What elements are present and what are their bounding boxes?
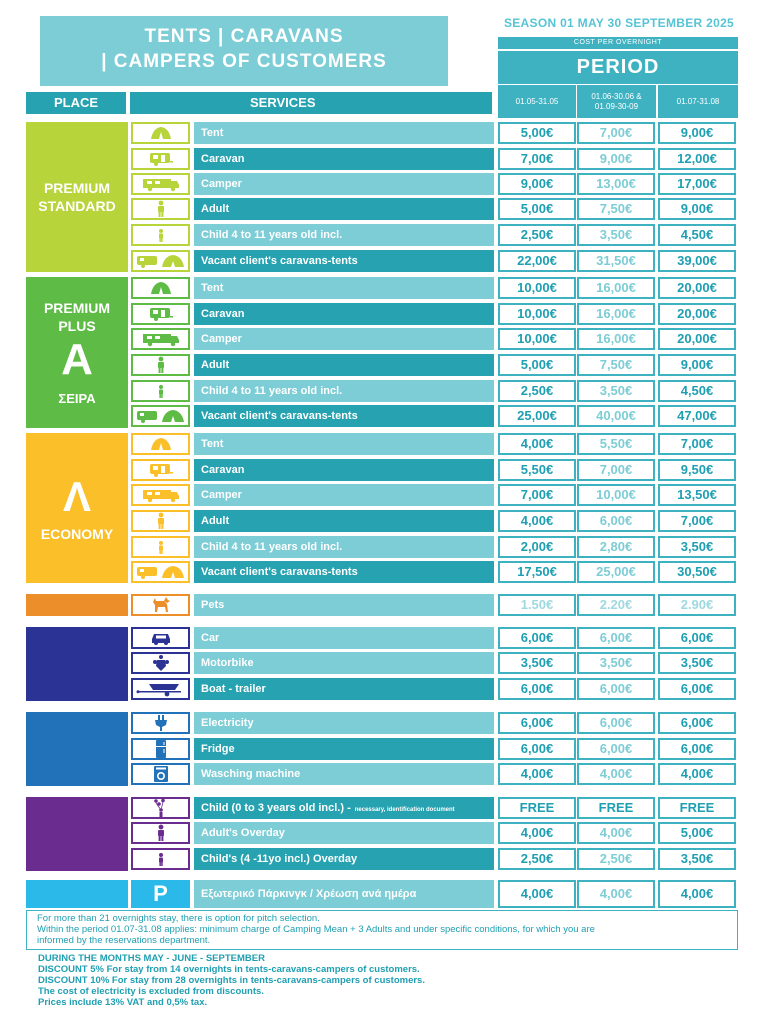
- service-cell: [194, 224, 494, 246]
- price-period-2: 2,50€: [577, 848, 655, 870]
- service-label: Motorbike: [201, 657, 254, 669]
- period-col-2: 01.06-30.06 & 01.09-30-09: [577, 85, 656, 118]
- note-line: For more than 21 overnights stay, there is option for pitch selection.: [37, 913, 320, 924]
- price-period-1: 1.50€: [498, 594, 576, 616]
- service-cell: [194, 536, 494, 558]
- price-period-2: 31,50€: [577, 250, 655, 272]
- service-cell: [194, 797, 494, 819]
- price-period-2: 3,50€: [577, 224, 655, 246]
- price-period-3: 6,00€: [658, 627, 736, 649]
- price-period-3: 30,50€: [658, 561, 736, 583]
- price-period-3: 9,00€: [658, 354, 736, 376]
- price-period-3: FREE: [658, 797, 736, 819]
- service-label: Camper: [201, 489, 242, 501]
- fridge-icon: [131, 738, 190, 760]
- price-period-3: 20,00€: [658, 303, 736, 325]
- child-icon: [131, 380, 190, 402]
- service-label: Adult's Overday: [201, 827, 285, 839]
- price-period-1: 2,50€: [498, 380, 576, 402]
- price-period-2: 25,00€: [577, 561, 655, 583]
- place-pets: [26, 594, 128, 616]
- price-period-2: 3,50€: [577, 380, 655, 402]
- price-period-3: 39,00€: [658, 250, 736, 272]
- period-col-1: 01.05-31.05: [498, 85, 576, 118]
- adult-icon: [131, 354, 190, 376]
- price-period-2: 7,00€: [577, 122, 655, 144]
- price-period-1: 10,00€: [498, 328, 576, 350]
- discount-line: The cost of electricity is excluded from discounts.: [38, 986, 264, 997]
- price-period-3: 20,00€: [658, 328, 736, 350]
- service-cell: [194, 880, 494, 908]
- place-premium-plus: PREMIUM PLUS A ΣΕΙΡΑ: [26, 277, 128, 428]
- service-label: Adult: [201, 203, 230, 215]
- service-label: Caravan: [201, 153, 245, 165]
- service-label: Tent: [201, 282, 224, 294]
- motorbike-icon: [131, 652, 190, 674]
- period-col-3: 01.07-31.08: [658, 85, 738, 118]
- service-label: Tent: [201, 438, 224, 450]
- price-period-1: 4,00€: [498, 880, 576, 908]
- service-label: Vacant client's caravans-tents: [201, 255, 358, 267]
- adult-icon: [131, 510, 190, 532]
- price-period-2: 2.20€: [577, 594, 655, 616]
- child-icon: [131, 536, 190, 558]
- camper-icon: [131, 484, 190, 506]
- adult-icon: [131, 822, 190, 844]
- service-cell: [194, 848, 494, 870]
- price-period-3: 4,50€: [658, 224, 736, 246]
- price-period-1: 6,00€: [498, 712, 576, 734]
- price-period-1: 10,00€: [498, 277, 576, 299]
- price-period-3: 9,00€: [658, 198, 736, 220]
- price-period-3: 4,00€: [658, 763, 736, 785]
- price-period-2: 40,00€: [577, 405, 655, 427]
- service-note: necessary, identification document: [354, 807, 455, 813]
- price-period-1: 10,00€: [498, 303, 576, 325]
- price-period-1: 2,50€: [498, 224, 576, 246]
- price-period-1: 5,00€: [498, 198, 576, 220]
- service-cell: [194, 380, 494, 402]
- service-cell: [194, 328, 494, 350]
- discounts-block: [38, 953, 538, 1008]
- service-cell: [194, 122, 494, 144]
- service-cell: [194, 459, 494, 481]
- discount-line: DISCOUNT 10% For stay from 28 overnights in tents-caravans-campers of customers.: [38, 975, 425, 986]
- camper-icon: [131, 173, 190, 195]
- price-period-1: 6,00€: [498, 627, 576, 649]
- place-header: PLACE: [26, 92, 126, 114]
- note-line: Within the period 01.07-31.08 applies: minimum charge of Camping Mean + 3 Adults and under specific conditions, for which you are: [37, 924, 595, 935]
- service-label: Camper: [201, 333, 242, 345]
- price-period-1: 7,00€: [498, 484, 576, 506]
- price-period-1: 6,00€: [498, 678, 576, 700]
- service-cell: [194, 250, 494, 272]
- parking-icon: [131, 880, 190, 908]
- price-period-2: 16,00€: [577, 328, 655, 350]
- service-label: Child 4 to 11 years old incl.: [201, 385, 343, 397]
- service-label: Child 4 to 11 years old incl.: [201, 541, 343, 553]
- price-period-3: 7,00€: [658, 510, 736, 532]
- price-period-3: 20,00€: [658, 277, 736, 299]
- service-cell: [194, 738, 494, 760]
- camper-icon: [131, 328, 190, 350]
- caravan-icon: [131, 303, 190, 325]
- service-label: Child (0 to 3 years old incl.) -: [201, 802, 351, 814]
- service-cell: [194, 627, 494, 649]
- price-period-2: 6,00€: [577, 627, 655, 649]
- price-period-3: 4,00€: [658, 880, 736, 908]
- price-period-2: 13,00€: [577, 173, 655, 195]
- discount-line: DISCOUNT 5% For stay from 14 overnights in tents-caravans-campers of customers.: [38, 964, 420, 975]
- service-cell: [194, 354, 494, 376]
- price-period-2: 4,00€: [577, 763, 655, 785]
- baby-icon: [131, 797, 190, 819]
- service-label: Vacant client's caravans-tents: [201, 410, 358, 422]
- service-cell: [194, 148, 494, 170]
- price-period-2: 6,00€: [577, 510, 655, 532]
- parking-letter: P: [153, 881, 168, 906]
- tent-icon: [131, 433, 190, 455]
- washer-icon: [131, 763, 190, 785]
- service-cell: [194, 173, 494, 195]
- caravan-icon: [131, 459, 190, 481]
- price-period-3: 7,00€: [658, 433, 736, 455]
- cost-label: COST PER OVERNIGHT: [498, 37, 738, 49]
- vacant-icon: [131, 250, 190, 272]
- service-cell: [194, 510, 494, 532]
- service-label: Wasching machine: [201, 768, 301, 780]
- service-cell: [194, 678, 494, 700]
- price-period-2: 7,50€: [577, 198, 655, 220]
- price-period-3: 4,50€: [658, 380, 736, 402]
- price-period-1: 25,00€: [498, 405, 576, 427]
- service-cell: [194, 484, 494, 506]
- service-label: Boat - trailer: [201, 683, 266, 695]
- price-period-3: 13,50€: [658, 484, 736, 506]
- discount-line: Prices include 13% VAT and 0,5% tax.: [38, 997, 208, 1008]
- price-period-2: FREE: [577, 797, 655, 819]
- plug-icon: [131, 712, 190, 734]
- service-label: Caravan: [201, 308, 245, 320]
- price-period-1: 5,50€: [498, 459, 576, 481]
- price-period-3: 3,50€: [658, 848, 736, 870]
- discount-line: DURING THE MONTHS MAY - JUNE - SEPTEMBER: [38, 953, 265, 964]
- place-economy: Λ ECONOMY: [26, 433, 128, 583]
- tent-icon: [131, 277, 190, 299]
- price-period-1: 9,00€: [498, 173, 576, 195]
- service-label: Adult: [201, 515, 230, 527]
- service-label: Fridge: [201, 743, 235, 755]
- price-period-3: 12,00€: [658, 148, 736, 170]
- price-period-1: 7,00€: [498, 148, 576, 170]
- service-cell: [194, 198, 494, 220]
- price-period-1: 2,00€: [498, 536, 576, 558]
- price-period-3: 17,00€: [658, 173, 736, 195]
- service-label: Electricity: [201, 717, 254, 729]
- price-period-3: 9,00€: [658, 122, 736, 144]
- price-period-3: 6,00€: [658, 738, 736, 760]
- price-period-1: 4,00€: [498, 763, 576, 785]
- price-period-2: 7,00€: [577, 459, 655, 481]
- price-period-2: 2,80€: [577, 536, 655, 558]
- price-period-1: 17,50€: [498, 561, 576, 583]
- service-cell: [194, 652, 494, 674]
- price-period-3: 2.90€: [658, 594, 736, 616]
- place-parking-spacer: [26, 880, 128, 908]
- period-header: PERIOD: [498, 51, 738, 84]
- service-label: Caravan: [201, 464, 245, 476]
- price-period-1: 6,00€: [498, 738, 576, 760]
- price-period-2: 16,00€: [577, 303, 655, 325]
- service-label: Pets: [201, 599, 225, 611]
- vacant-icon: [131, 405, 190, 427]
- service-label: Adult: [201, 359, 230, 371]
- price-period-2: 5,50€: [577, 433, 655, 455]
- title-banner: [40, 16, 448, 86]
- price-period-1: FREE: [498, 797, 576, 819]
- boat-icon: [131, 678, 190, 700]
- place-utilities: [26, 712, 128, 786]
- title-line-2: | CAMPERS OF CUSTOMERS: [101, 51, 387, 72]
- price-period-1: 3,50€: [498, 652, 576, 674]
- caravan-icon: [131, 148, 190, 170]
- dog-icon: [131, 594, 190, 616]
- price-period-3: 47,00€: [658, 405, 736, 427]
- note-line: informed by the reservations department.: [37, 935, 211, 946]
- services-header: SERVICES: [130, 92, 492, 114]
- price-period-1: 5,00€: [498, 122, 576, 144]
- price-period-2: 6,00€: [577, 678, 655, 700]
- service-cell: [194, 433, 494, 455]
- price-period-3: 3,50€: [658, 652, 736, 674]
- place-premium-standard: PREMIUM STANDARD: [26, 122, 128, 272]
- service-cell: [194, 763, 494, 785]
- service-cell: [194, 277, 494, 299]
- price-period-3: 6,00€: [658, 712, 736, 734]
- price-period-3: 6,00€: [658, 678, 736, 700]
- price-period-3: 5,00€: [658, 822, 736, 844]
- price-period-2: 7,50€: [577, 354, 655, 376]
- price-period-1: 5,00€: [498, 354, 576, 376]
- price-period-1: 2,50€: [498, 848, 576, 870]
- place-vehicles: [26, 627, 128, 701]
- service-cell: [194, 822, 494, 844]
- car-icon: [131, 627, 190, 649]
- notes-box: [26, 910, 738, 950]
- adult-icon: [131, 198, 190, 220]
- place-extras: [26, 797, 128, 871]
- price-period-3: 9,50€: [658, 459, 736, 481]
- season-label: SEASON 01 MAY 30 SEPTEMBER 2025: [503, 16, 735, 30]
- price-period-1: 4,00€: [498, 822, 576, 844]
- service-cell: [194, 594, 494, 616]
- price-period-2: 3,50€: [577, 652, 655, 674]
- price-period-2: 6,00€: [577, 738, 655, 760]
- price-period-1: 4,00€: [498, 433, 576, 455]
- price-period-2: 4,00€: [577, 880, 655, 908]
- price-period-1: 4,00€: [498, 510, 576, 532]
- vacant-icon: [131, 561, 190, 583]
- service-label: Vacant client's caravans-tents: [201, 566, 358, 578]
- service-label: Child 4 to 11 years old incl.: [201, 229, 343, 241]
- tent-icon: [131, 122, 190, 144]
- service-label: Εξωτερικό Πάρκινγκ / Χρέωση ανά ημέρα: [201, 888, 417, 900]
- service-cell: [194, 712, 494, 734]
- service-cell: [194, 405, 494, 427]
- price-period-2: 16,00€: [577, 277, 655, 299]
- service-label: Camper: [201, 178, 242, 190]
- child-icon: [131, 224, 190, 246]
- service-label: Car: [201, 632, 220, 644]
- price-period-2: 10,00€: [577, 484, 655, 506]
- price-period-2: 9,00€: [577, 148, 655, 170]
- service-label: Child's (4 -11yo incl.) Overday: [201, 853, 358, 865]
- service-cell: [194, 561, 494, 583]
- price-period-2: 6,00€: [577, 712, 655, 734]
- child-icon: [131, 848, 190, 870]
- service-label: Tent: [201, 127, 224, 139]
- price-period-3: 3,50€: [658, 536, 736, 558]
- service-cell: [194, 303, 494, 325]
- price-period-2: 4,00€: [577, 822, 655, 844]
- price-period-1: 22,00€: [498, 250, 576, 272]
- title-line-1: TENTS | CARAVANS: [144, 26, 344, 47]
